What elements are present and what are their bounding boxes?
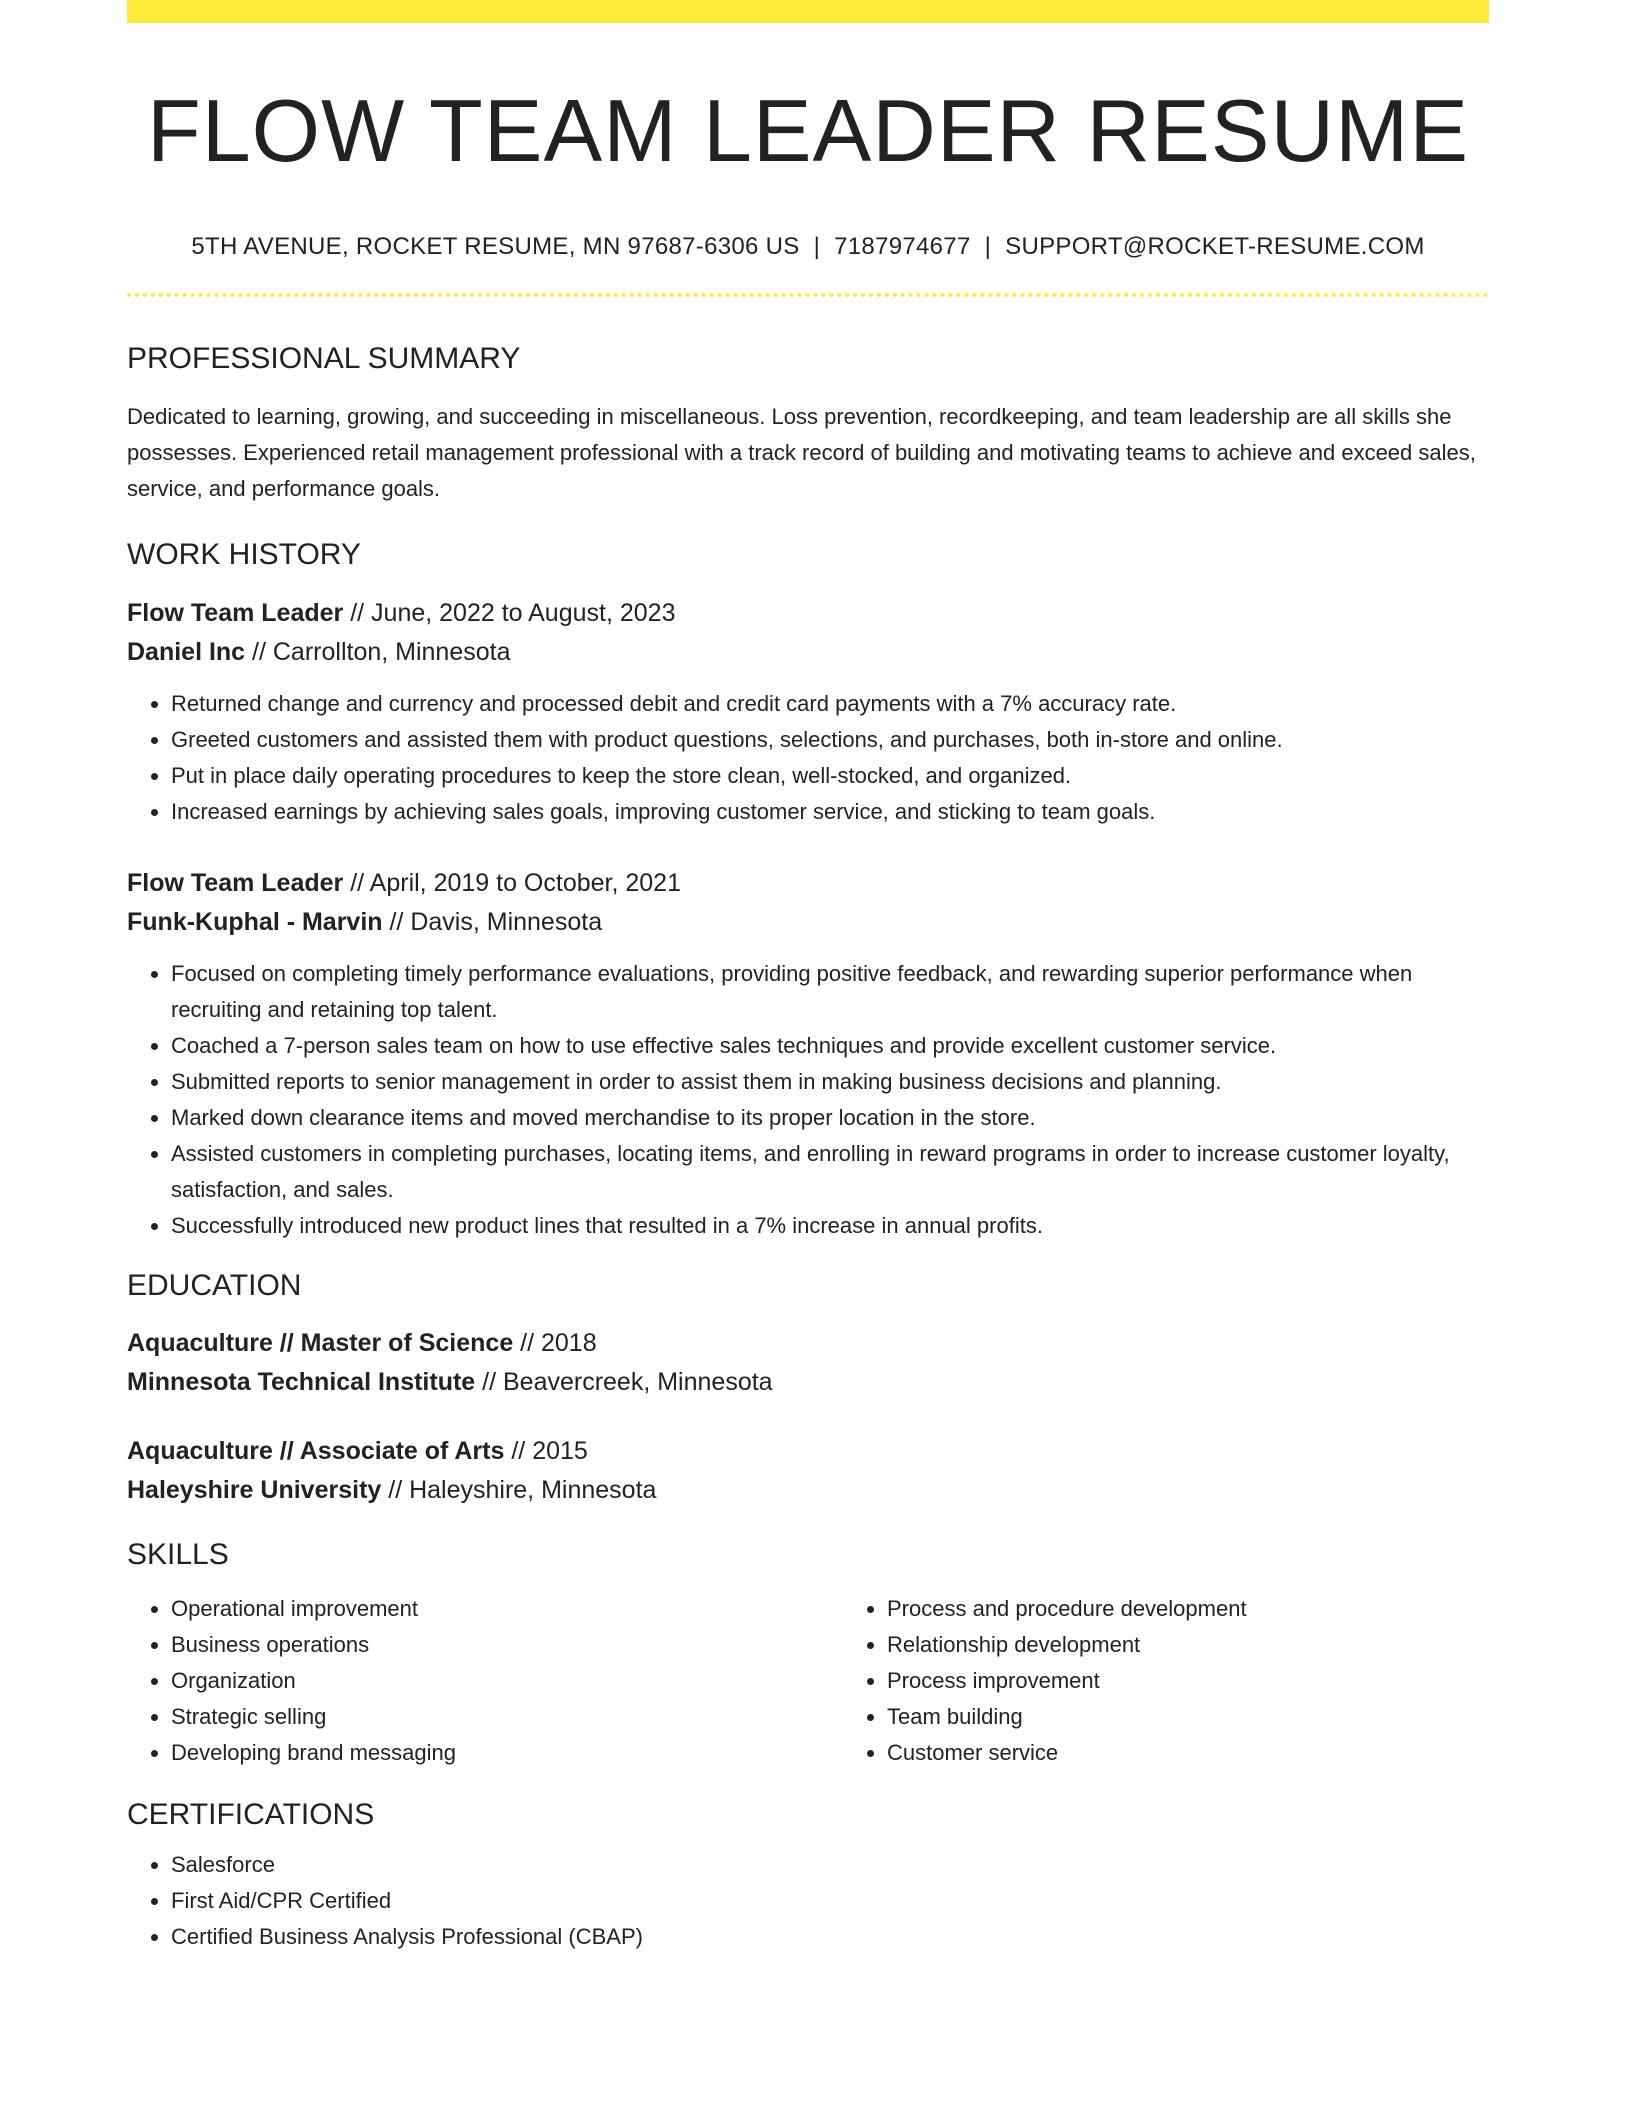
- skill-item: • Relationship development: [887, 1627, 1559, 1663]
- skill-item: • Team building: [887, 1699, 1559, 1735]
- job-bullet: • Put in place daily operating procedures to keep the store clean, well-stocked, and organized.: [171, 758, 1489, 794]
- job-company: Funk-Kuphal - Marvin: [127, 907, 383, 936]
- skills-columns: [127, 1591, 1489, 1771]
- school-location: // Beavercreek, Minnesota: [475, 1367, 773, 1396]
- job-bullet: • Successfully introduced new product lines that resulted in a 7% increase in annual profits.: [171, 1208, 1489, 1244]
- degree-line: [127, 1324, 1489, 1363]
- job-title: Flow Team Leader: [127, 868, 344, 897]
- skills-list-right: [843, 1591, 1559, 1771]
- skill-item: • Strategic selling: [171, 1699, 843, 1735]
- accent-top-bar: [127, 0, 1489, 23]
- skills-list-left: [127, 1591, 843, 1771]
- resume-page: [127, 0, 1489, 1955]
- degree-line: [127, 1432, 1489, 1471]
- skill-item: • Process improvement: [887, 1663, 1559, 1699]
- job-location: // Davis, Minnesota: [382, 907, 603, 936]
- certifications-list: [127, 1847, 1489, 1955]
- contact-email: SUPPORT@ROCKET-RESUME.COM: [1005, 232, 1425, 260]
- job-company-line: [127, 903, 1489, 942]
- skill-item: • Business operations: [171, 1627, 843, 1663]
- job-company: Daniel Inc: [127, 637, 246, 666]
- job-entry: [127, 594, 1489, 830]
- summary-text: Dedicated to learning, growing, and succeeding in miscellaneous. Loss prevention, recordkeeping, and team leadership are all skills she possesses. Experienced retail management professional with a track record of building and motivating teams to achieve and exceed sales, service, and performance goals.: [127, 403, 1476, 501]
- dotted-divider: [127, 293, 1489, 297]
- education-entry: [127, 1432, 1489, 1510]
- work-history-heading: WORK HISTORY: [127, 537, 361, 571]
- skills-heading: SKILLS: [127, 1537, 229, 1571]
- job-company-line: [127, 633, 1489, 672]
- contact-separator: |: [813, 232, 821, 260]
- school-line: [127, 1363, 1489, 1402]
- degree-year: // 2015: [504, 1436, 588, 1465]
- certification-item: • Certified Business Analysis Professional (CBAP): [171, 1919, 1489, 1955]
- certification-item: • First Aid/CPR Certified: [171, 1883, 1489, 1919]
- resume-title: FLOW TEAM LEADER RESUME: [146, 81, 1470, 180]
- contact-line: [127, 233, 1489, 261]
- degree-year: // 2018: [513, 1328, 597, 1357]
- job-bullet: • Submitted reports to senior management in order to assist them in making business decisions and planning.: [171, 1064, 1489, 1100]
- contact-address: 5TH AVENUE, ROCKET RESUME, MN 97687-6306 US: [191, 232, 800, 260]
- job-bullet: • Assisted customers in completing purchases, locating items, and enrolling in reward programs in order to increase customer loyalty, satisfaction, and sales.: [171, 1136, 1489, 1208]
- job-dates: // April, 2019 to October, 2021: [343, 868, 681, 897]
- skill-item: • Organization: [171, 1663, 843, 1699]
- job-location: // Carrollton, Minnesota: [245, 637, 511, 666]
- job-title: Flow Team Leader: [127, 598, 344, 627]
- school-line: [127, 1471, 1489, 1510]
- school: Minnesota Technical Institute: [127, 1367, 476, 1396]
- job-bullet: • Marked down clearance items and moved merchandise to its proper location in the store.: [171, 1100, 1489, 1136]
- job-bullet: • Coached a 7-person sales team on how to use effective sales techniques and provide excellent customer service.: [171, 1028, 1489, 1064]
- degree: Aquaculture // Associate of Arts: [127, 1436, 505, 1465]
- school-location: // Haleyshire, Minnesota: [381, 1475, 657, 1504]
- job-bullets: [127, 956, 1489, 1244]
- job-dates: // June, 2022 to August, 2023: [343, 598, 676, 627]
- job-bullet: • Returned change and currency and processed debit and credit card payments with a 7% accuracy rate.: [171, 686, 1489, 722]
- degree: Aquaculture // Master of Science: [127, 1328, 514, 1357]
- job-entry: [127, 864, 1489, 1244]
- skill-item: • Developing brand messaging: [171, 1735, 843, 1771]
- certifications-heading: CERTIFICATIONS: [127, 1797, 375, 1831]
- school: Haleyshire University: [127, 1475, 382, 1504]
- job-bullet: • Increased earnings by achieving sales goals, improving customer service, and sticking to team goals.: [171, 794, 1489, 830]
- job-title-line: [127, 594, 1489, 633]
- skill-item: • Operational improvement: [171, 1591, 843, 1627]
- contact-phone: 7187974677: [834, 232, 971, 260]
- job-bullets: [127, 686, 1489, 830]
- certification-item: • Salesforce: [171, 1847, 1489, 1883]
- education-entry: [127, 1324, 1489, 1402]
- job-bullet: • Greeted customers and assisted them with product questions, selections, and purchases, both in-store and online.: [171, 722, 1489, 758]
- skill-item: • Process and procedure development: [887, 1591, 1559, 1627]
- skill-item: • Customer service: [887, 1735, 1559, 1771]
- education-heading: EDUCATION: [127, 1268, 302, 1302]
- summary-heading: PROFESSIONAL SUMMARY: [127, 341, 521, 375]
- contact-separator: |: [984, 232, 992, 260]
- job-title-line: [127, 864, 1489, 903]
- job-bullet: • Focused on completing timely performance evaluations, providing positive feedback, and rewarding superior performance when recruiting and retaining top talent.: [171, 956, 1489, 1028]
